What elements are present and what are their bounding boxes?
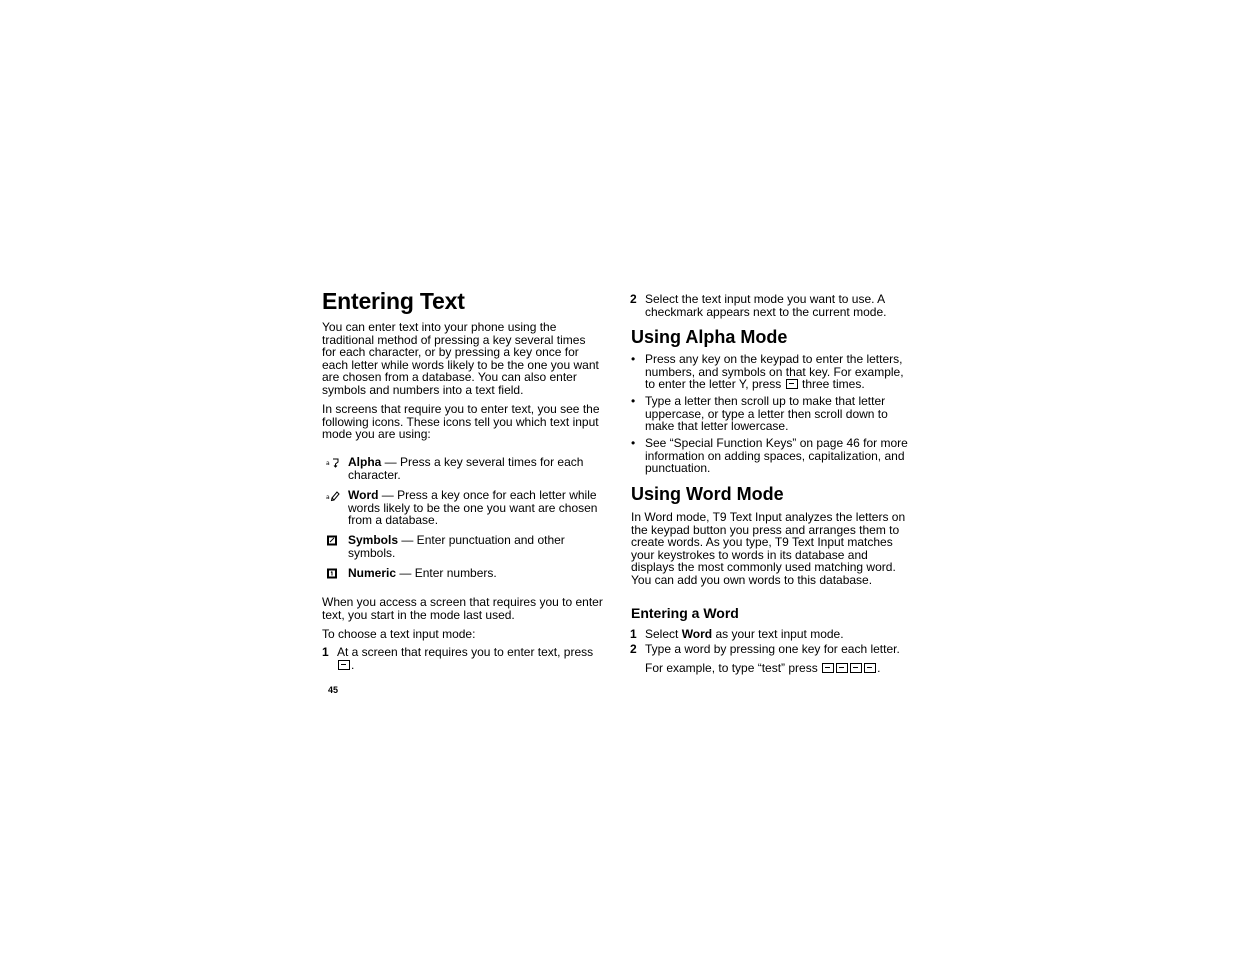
numeric-mode-icon bbox=[326, 568, 340, 580]
mode-name-numeric: Numeric bbox=[348, 566, 397, 580]
choose-paragraph: To choose a text input mode: bbox=[322, 627, 476, 641]
step-text: Select the text input mode you want to use. A checkmark appears next to the current mode. bbox=[645, 292, 887, 319]
step-number: 2 bbox=[630, 642, 637, 656]
bullet-text: Type a letter then scroll up to make that letter uppercase, or type a letter then scroll down to make that letter lowercase. bbox=[645, 394, 888, 433]
word-mode-heading: Using Word Mode bbox=[631, 484, 784, 504]
entering-word-heading: Entering a Word bbox=[631, 605, 739, 621]
mode-desc-alpha: — Press a key several times for each character. bbox=[348, 455, 584, 482]
step-number: 1 bbox=[322, 645, 329, 659]
page-number: 45 bbox=[328, 685, 339, 695]
bullet-text-end: three times. bbox=[798, 377, 865, 391]
mode-desc-numeric: — Enter numbers. bbox=[396, 566, 497, 580]
step-text-end: as your text input mode. bbox=[712, 627, 844, 641]
example-text: For example, to type “test” press bbox=[645, 661, 818, 675]
step-number: 1 bbox=[630, 627, 637, 641]
step-text: Select bbox=[645, 627, 682, 641]
access-paragraph: When you access a screen that requires you to enter text, you start in the mode last used. bbox=[322, 595, 603, 622]
step-text: At a screen that requires you to enter text, press bbox=[337, 645, 594, 659]
page-title: Entering Text bbox=[322, 288, 465, 314]
word-mode-icon bbox=[326, 490, 340, 502]
intro-paragraph: You can enter text into your phone using the traditional method of pressing a key several times for each character, or by pressing a key once for each letter while words likely to be the one you want are chosen from a database. You can also enter symbols and numbers into a text field. bbox=[322, 320, 599, 397]
alpha-mode-heading: Using Alpha Mode bbox=[631, 327, 788, 347]
word-intro-paragraph: In Word mode, T9 Text Input analyzes the letters on the keypad button you press and arranges them to create words. As you type, T9 Text Input matches your keystrokes to words in its database and displays the most commonly used matching word. You can add you own words to this database. bbox=[631, 510, 906, 587]
step-number: 2 bbox=[630, 292, 637, 306]
symbols-mode-icon bbox=[326, 535, 340, 547]
step-end: . bbox=[351, 657, 355, 672]
key-7-icon bbox=[850, 663, 862, 673]
mode-name-symbols: Symbols bbox=[348, 533, 399, 547]
key-8-icon bbox=[864, 663, 876, 673]
svg-text:a: a bbox=[326, 494, 330, 501]
icons-intro-paragraph: In screens that require you to enter text, you see the following icons. These icons tell you which text input mode you are using: bbox=[322, 402, 600, 441]
mode-desc-word: — Press a key once for each letter while words likely to be the one you want are chosen from a database. bbox=[348, 488, 598, 527]
alpha-mode-icon bbox=[326, 457, 340, 469]
mode-name-alpha: Alpha bbox=[348, 455, 382, 469]
key-8-icon bbox=[822, 663, 834, 673]
key-3-icon bbox=[836, 663, 848, 673]
example-line bbox=[645, 662, 880, 675]
mode-desc-symbols: — Enter punctuation and other symbols. bbox=[348, 533, 565, 560]
step-text: Type a word by pressing one key for each letter. bbox=[645, 642, 900, 656]
bullet-text: Press any key on the keypad to enter the letters, numbers, and symbols on that key. For example, to enter the letter Y, press bbox=[645, 352, 904, 391]
key-9-icon bbox=[786, 379, 798, 389]
step-text-bold: Word bbox=[681, 627, 713, 641]
mode-name-word: Word bbox=[348, 488, 379, 502]
example-end: . bbox=[877, 661, 881, 675]
bullet-text: See “Special Function Keys” on page 46 for more information on adding spaces, capitalization, and punctuation. bbox=[645, 436, 908, 475]
svg-text:a: a bbox=[326, 460, 330, 467]
menu-key-icon bbox=[338, 660, 350, 670]
